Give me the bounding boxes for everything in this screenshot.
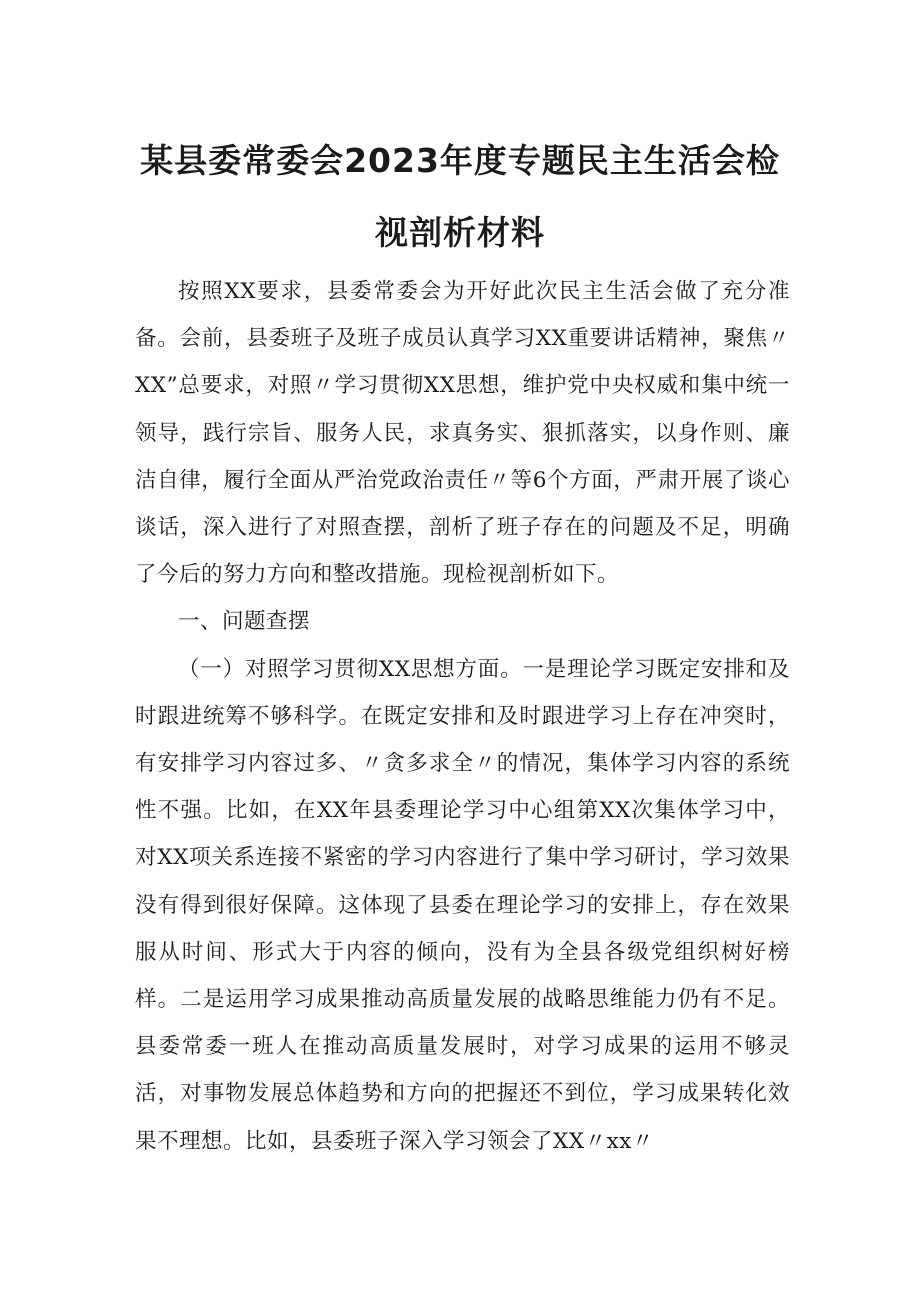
document-title-line-1: 某县委常委会2023年度专题民主生活会检 xyxy=(140,141,780,180)
section-heading-problems: 一、问题查摆 xyxy=(178,609,311,635)
subsection-paragraph-1: （一）对照学习贯彻XX思想方面。一是理论学习既定安排和及时跟进统筹不够科学。在既定安排和及时跟进学习上存在冲突时，有安排学习内容过多、〃贪多求全〃的情况，集体学习内容的系统性不强。比如，在XX年县委理论学习中心组第XX次集体学习中，对XX项关系连接不紧密的学习内容进行了集中学习研讨，学习效果没有得到很好保障。这体现了县委在理论学习的安排上，存在效果服从时间、形式大于内容的倾向，没有为全县各级党组织树好榜样。二是运用学习成果推动高质量发展的战略思维能力仍有不足。县委常委一班人在推动高质量发展时，对学习成果的运用不够灵活，对事物发展总体趋势和方向的把握还不到位，学习成果转化效果不理想。比如，县委班子深入学习领会了XX〃xx〃 xyxy=(135,656,790,1154)
document-body xyxy=(135,268,790,1165)
intro-paragraph: 按照XX要求，县委常委会为开好此次民主生活会做了充分准备。会前，县委班子及班子成员认真学习XX重要讲话精神，聚焦〃XX”总要求，对照〃学习贯彻XX思想，维护党中央权威和集中统一领导，践行宗旨、服务人民，求真务实、狠抓落实，以身作则、廉洁自律，履行全面从严治党政治责任〃等6个方面，严肃开展了谈心谈话，深入进行了对照查摆，剖析了班子存在的问题及不足，明确了今后的努力方向和整改措施。现检视剖析如下。 xyxy=(135,279,790,588)
document-title-line-2: 视剖析材料 xyxy=(375,213,545,252)
